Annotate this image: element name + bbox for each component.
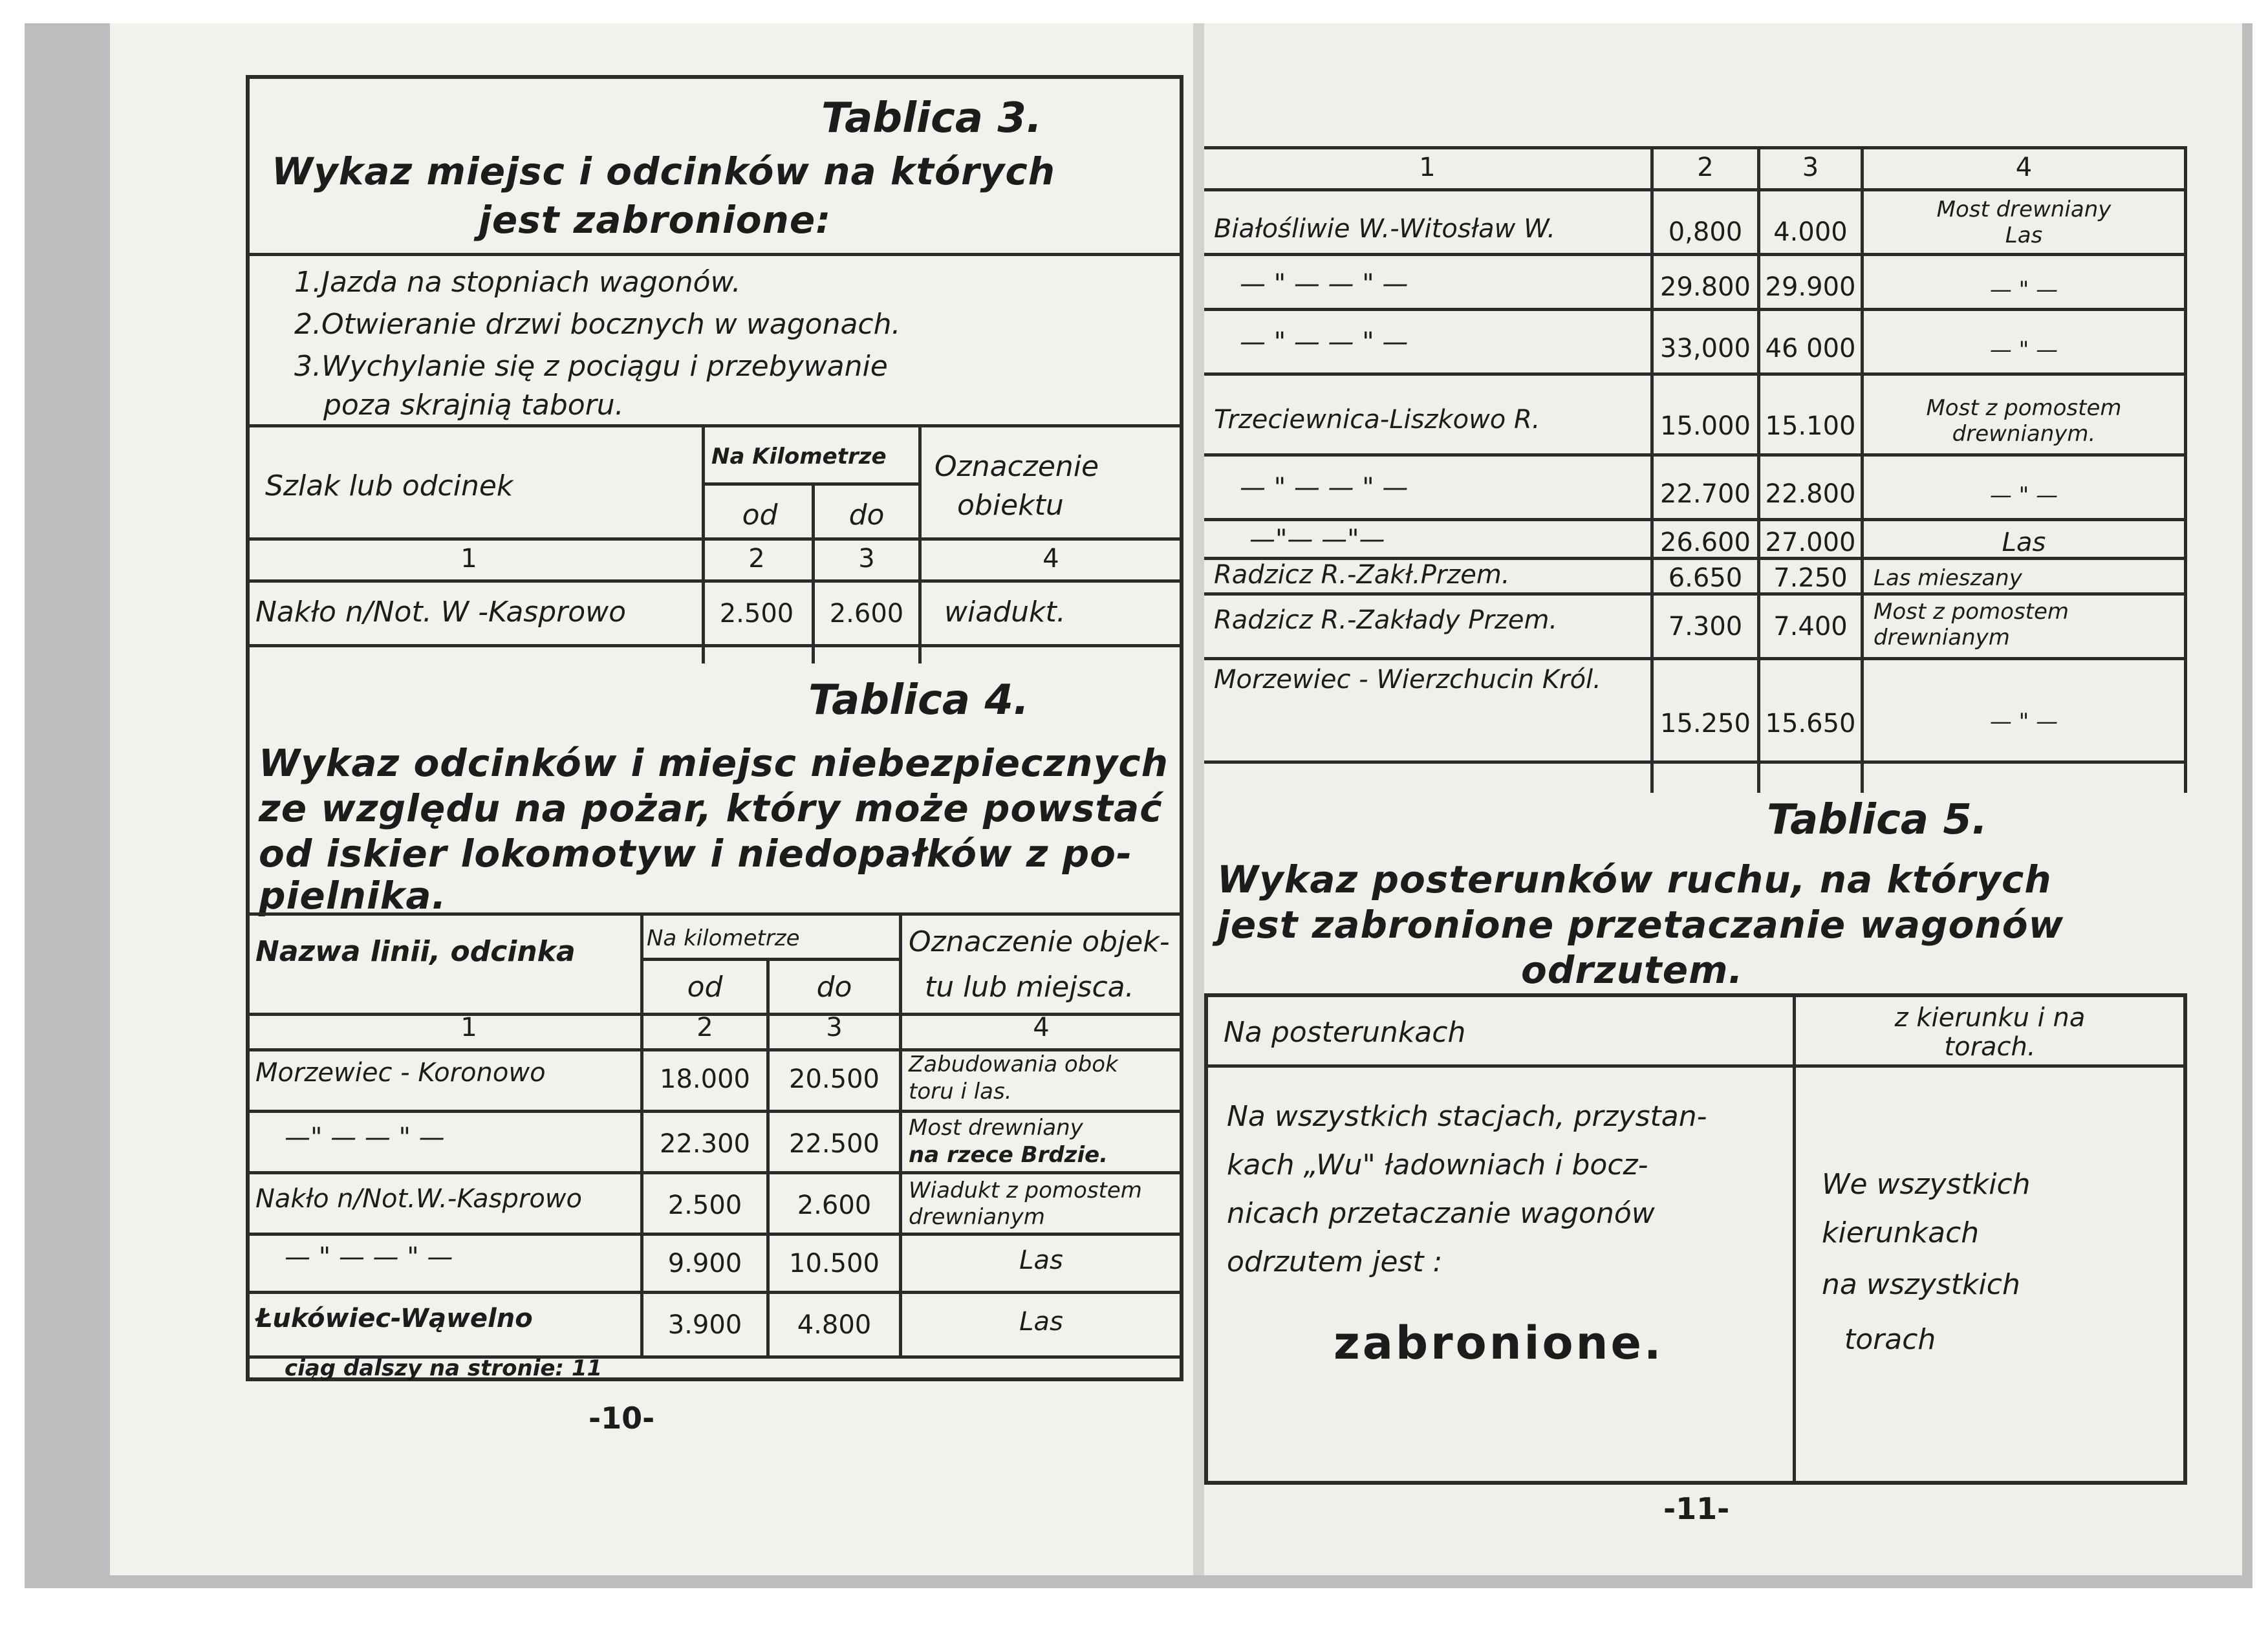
table4-heading-line: ze względu na pożar, który może powstać bbox=[259, 786, 1163, 830]
table3-cont-row-obiekt: drewnianym. bbox=[1952, 421, 2096, 447]
table3-item: 3.Wychylanie się z pociągu i przebywanie bbox=[294, 350, 888, 383]
table3-cont-row-do: 46 000 bbox=[1765, 334, 1856, 363]
divider bbox=[1204, 518, 2187, 521]
col-number: 3 bbox=[826, 1013, 843, 1042]
table5-heading-line: Wykaz posterunków ruchu, na których bbox=[1217, 857, 2052, 901]
table3-cont-row-od: 7.300 bbox=[1668, 612, 1743, 641]
table3-item: 2.Otwieranie drzwi bocznych w wagonach. bbox=[294, 308, 901, 341]
table4-row-obiekt: Zabudowania obok bbox=[909, 1051, 1118, 1077]
divider bbox=[246, 1233, 1183, 1236]
col-number: 3 bbox=[1802, 153, 1819, 182]
table4-heading-line: od iskier lokomotyw i niedopałków z po- bbox=[259, 832, 1133, 876]
divider bbox=[1204, 146, 2187, 149]
table4-row-obiekt: Wiadukt z pomostem bbox=[909, 1178, 1142, 1203]
table3-cont-row-odcinek: Radzicz R.-Zakłady Przem. bbox=[1214, 605, 1558, 635]
divider bbox=[702, 482, 918, 486]
table3-cont-row-od: 0,800 bbox=[1668, 217, 1743, 247]
divider bbox=[1204, 188, 2187, 191]
divider bbox=[246, 1171, 1183, 1174]
table3-cont-row-od: 15.000 bbox=[1660, 411, 1751, 441]
table4-continuation: ciąg dalszy na stronie: 11 bbox=[285, 1355, 603, 1381]
table4-row-od: 2.500 bbox=[667, 1191, 742, 1220]
table4-row-do: 22.500 bbox=[789, 1129, 880, 1159]
table4-row-od: 9.900 bbox=[667, 1249, 742, 1278]
table3-cont-row-do: 7.250 bbox=[1773, 563, 1848, 593]
table3-cont-row-od: 15.250 bbox=[1660, 709, 1751, 738]
divider bbox=[1204, 657, 2187, 660]
table3-cont-row-obiekt: Most z pomostem bbox=[1926, 395, 2122, 421]
table5-col2-line: torach bbox=[1844, 1323, 1936, 1356]
table3-cont-row-do: 22.800 bbox=[1765, 479, 1856, 509]
table4-row-odcinek: Łukówiec-Wąwelno bbox=[255, 1304, 533, 1333]
table4-heading-line: pielnika. bbox=[259, 874, 447, 918]
table3-header-odcinek: Szlak lub odcinek bbox=[265, 469, 513, 502]
table4-row-odcinek: Morzewiec - Koronowo bbox=[255, 1058, 546, 1088]
table3-row-obiekt: wiadukt. bbox=[944, 596, 1066, 629]
table4-row-do: 2.600 bbox=[797, 1191, 872, 1220]
table3-cont-row-obiekt: Most z pomostem bbox=[1874, 599, 2069, 625]
table3-cont-row-od: 29.800 bbox=[1660, 272, 1751, 302]
col-number: 1 bbox=[460, 544, 477, 574]
divider bbox=[246, 912, 1183, 916]
col-number: 4 bbox=[1042, 544, 1059, 574]
col-number: 4 bbox=[2015, 153, 2033, 182]
table3-row-od: 2.500 bbox=[719, 599, 794, 629]
col-number: 4 bbox=[1033, 1013, 1050, 1042]
table4-header-km: Na kilometrze bbox=[647, 925, 800, 951]
table4-row-od: 18.000 bbox=[660, 1064, 750, 1094]
table5-header-kierunek: torach. bbox=[1944, 1032, 2036, 1062]
book-gutter bbox=[1193, 23, 1204, 1575]
divider bbox=[246, 644, 1183, 647]
divider bbox=[1204, 760, 2187, 764]
table3-cont-row-odcinek: — " — — " — bbox=[1240, 269, 1409, 299]
table5-title: Tablica 5. bbox=[1767, 796, 1988, 844]
divider bbox=[1204, 308, 2187, 311]
table3-cont-row-od: 33,000 bbox=[1660, 334, 1751, 363]
table5-col2-line: We wszystkich bbox=[1822, 1168, 2031, 1201]
table3-cont-row-obiekt: Las bbox=[2002, 528, 2046, 557]
page-number-right: -11- bbox=[1663, 1491, 1730, 1526]
table3-cont-row-obiekt: — " — bbox=[1989, 337, 2058, 363]
divider bbox=[246, 537, 1183, 541]
table3-cont-row-obiekt: Las mieszany bbox=[1874, 565, 2022, 591]
table5-heading-line: jest zabronione przetaczanie wagonów bbox=[1217, 903, 2064, 947]
table4-header-do: do bbox=[816, 971, 852, 1004]
table4-row-obiekt: Las bbox=[1019, 1307, 1063, 1337]
table4-header-obiekt-1: Oznaczenie objek- bbox=[909, 925, 1170, 958]
table4-title: Tablica 4. bbox=[808, 676, 1030, 724]
table3-cont-row-odcinek: Trzeciewnica-Liszkowo R. bbox=[1214, 405, 1540, 435]
table5-header-posterunki: Na posterunkach bbox=[1224, 1016, 1466, 1049]
table4-row-obiekt: drewnianym bbox=[909, 1204, 1045, 1230]
table3-cont-row-obiekt: — " — bbox=[1989, 709, 2058, 735]
table3-cont-row-obiekt: drewnianym bbox=[1874, 625, 2010, 651]
table4-row-od: 3.900 bbox=[667, 1310, 742, 1340]
col-number: 3 bbox=[858, 544, 875, 574]
table3-cont-row-odcinek: — " — — " — bbox=[1240, 473, 1409, 502]
table4-heading-line: Wykaz odcinków i miejsc niebezpiecznych bbox=[259, 741, 1169, 785]
table3-heading-line2: jest zabronione: bbox=[479, 198, 832, 242]
table3-title: Tablica 3. bbox=[821, 94, 1042, 142]
divider bbox=[246, 253, 1183, 256]
table4-row-obiekt: na rzece Brdzie. bbox=[909, 1142, 1108, 1168]
table3-heading-line1: Wykaz miejsc i odcinków na których bbox=[272, 149, 1056, 193]
table3-row-odcinek: Nakło n/Not. W -Kasprowo bbox=[255, 596, 627, 629]
divider bbox=[1204, 453, 2187, 457]
divider bbox=[246, 579, 1183, 583]
table3-cont-row-do: 29.900 bbox=[1765, 272, 1856, 302]
table3-cont-row-odcinek: Morzewiec - Wierzchucin Król. bbox=[1214, 665, 1601, 695]
table3-cont-row-odcinek: —"— —"— bbox=[1249, 524, 1385, 554]
table3-cont-row-do: 27.000 bbox=[1765, 528, 1856, 557]
table4-row-od: 22.300 bbox=[660, 1129, 750, 1159]
divider bbox=[246, 1110, 1183, 1113]
col-number: 2 bbox=[1697, 153, 1714, 182]
page-left bbox=[110, 23, 1193, 1575]
col-number: 2 bbox=[748, 544, 765, 574]
table3-header-obiekt-2: obiektu bbox=[957, 489, 1064, 522]
table3-header-km: Na Kilometrze bbox=[711, 444, 887, 469]
table4-row-odcinek: — " — — " — bbox=[285, 1242, 453, 1272]
divider bbox=[246, 424, 1183, 427]
table3-cont-row-odcinek: Radzicz R.-Zakł.Przem. bbox=[1214, 560, 1510, 590]
table3-row-do: 2.600 bbox=[829, 599, 904, 629]
table3-cont-row-od: 26.600 bbox=[1660, 528, 1751, 557]
table4-header-obiekt-2: tu lub miejsca. bbox=[925, 971, 1134, 1004]
page-number-left: -10- bbox=[589, 1401, 655, 1436]
table5-verdict: zabronione. bbox=[1334, 1317, 1664, 1370]
table4-row-obiekt: toru i las. bbox=[909, 1079, 1012, 1105]
table3-cont-row-obiekt: Most drewniany bbox=[1936, 197, 2111, 222]
table3-cont-row-obiekt: — " — bbox=[1989, 482, 2058, 508]
table3-cont-row-do: 4.000 bbox=[1773, 217, 1848, 247]
table3-cont-row-obiekt: Las bbox=[2005, 222, 2043, 248]
table5-body-line: nicach przetaczanie wagonów bbox=[1227, 1197, 1655, 1230]
table3-cont-row-do: 7.400 bbox=[1773, 612, 1848, 641]
table3-cont-row-obiekt: — " — bbox=[1989, 277, 2058, 303]
divider bbox=[2184, 146, 2187, 793]
table3-header-obiekt-1: Oznaczenie bbox=[934, 450, 1099, 483]
table3-header-do: do bbox=[848, 499, 885, 532]
col-number: 2 bbox=[697, 1013, 713, 1042]
table5-body-line: Na wszystkich stacjach, przystan- bbox=[1227, 1100, 1707, 1133]
table4-row-obiekt: Most drewniany bbox=[909, 1115, 1083, 1141]
divider bbox=[1204, 253, 2187, 256]
table3-cont-row-odcinek: — " — — " — bbox=[1240, 327, 1409, 357]
table4-row-odcinek: —" — — " — bbox=[285, 1123, 445, 1152]
page-right bbox=[1204, 23, 2242, 1575]
table3-cont-row-od: 6.650 bbox=[1668, 563, 1743, 593]
col-number: 1 bbox=[460, 1013, 477, 1042]
table3-cont-row-od: 22.700 bbox=[1660, 479, 1751, 509]
table3-header-od: od bbox=[742, 499, 778, 532]
divider bbox=[1204, 592, 2187, 596]
table3-cont-row-odcinek: Białośliwie W.-Witosław W. bbox=[1214, 214, 1556, 244]
table4-header-od: od bbox=[687, 971, 723, 1004]
divider bbox=[1204, 372, 2187, 376]
table3-cont-row-do: 15.100 bbox=[1765, 411, 1856, 441]
table3-cont-row-do: 15.650 bbox=[1765, 709, 1856, 738]
col-number: 1 bbox=[1419, 153, 1436, 182]
table4-header-odcinek: Nazwa linii, odcinka bbox=[255, 935, 576, 968]
table3-item: poza skrajnią taboru. bbox=[323, 389, 624, 422]
table5-col2-line: na wszystkich bbox=[1822, 1268, 2020, 1301]
table5-col2-line: kierunkach bbox=[1822, 1216, 1980, 1249]
table4-row-odcinek: Nakło n/Not.W.-Kasprowo bbox=[255, 1184, 582, 1214]
table4-row-obiekt: Las bbox=[1019, 1245, 1063, 1275]
divider bbox=[1204, 1064, 2187, 1068]
divider bbox=[640, 958, 899, 961]
table3-item: 1.Jazda na stopniach wagonów. bbox=[294, 266, 741, 299]
table5-heading-line: odrzutem. bbox=[1521, 948, 1744, 992]
table4-row-do: 20.500 bbox=[789, 1064, 880, 1094]
table5-body-line: kach „Wu" ładowniach i bocz- bbox=[1227, 1148, 1648, 1181]
table5-body-line: odrzutem jest : bbox=[1227, 1245, 1443, 1278]
divider bbox=[246, 1291, 1183, 1294]
table4-row-do: 10.500 bbox=[789, 1249, 880, 1278]
table5-header-kierunek: z kierunku i na bbox=[1894, 1003, 2086, 1033]
table4-row-do: 4.800 bbox=[797, 1310, 872, 1340]
